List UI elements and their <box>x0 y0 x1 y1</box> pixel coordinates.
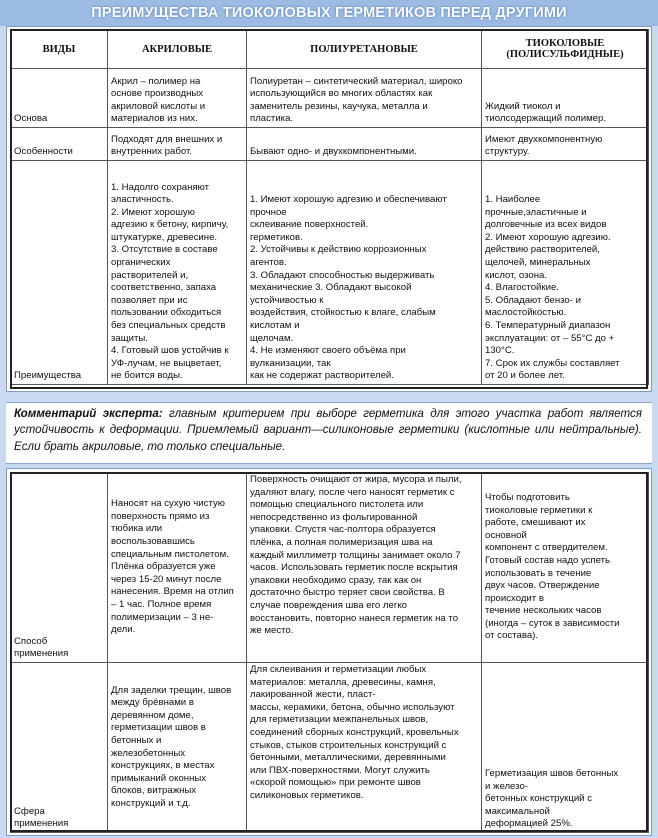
header-types: ВИДЫ <box>11 30 108 69</box>
table-frame <box>10 29 648 389</box>
cell-acrylic-basis: Акрил – полимер на основе производных акриловой кислоты и материалов из них. <box>108 69 247 128</box>
expert-comment <box>6 402 652 464</box>
cell-thiokol-features: Имеют двухкомпонентную структуру. <box>482 128 649 161</box>
cell-polyurethane-basis: Полиуретан – синтетический материал, широко использующийся во многих областях как заменитель резины, каучука, металла и пластика. <box>247 69 482 128</box>
cell-polyurethane-features: Бывают одно- и двухкомпонентными. <box>247 128 482 161</box>
cell-polyurethane-scope: Для склеивания и герметизации любых материалов: металла, древесины, камня, лакированной жести, пласт- массы, керамики, бетона, обычно используют для герметизации межпанельных швов, соединений сборных конструкций, кровельных стыков, стыков строительных конструкций с бетонными, металлическими, деревянными или ПВХ-поверхностями. Могут служить «скорой помощью» при ремонте швов силиконовых герметиков. <box>247 663 482 833</box>
cell-acrylic-method: Наносят на сухую чистую поверхность прямо из тюбика или воспользовавшись специальным пистолетом. Плёнка образуется уже через 15-20 минут после нанесения. Время на отлип – 1 час. Полное время полимеризации – 3 не- дели. <box>108 473 247 663</box>
comparison-table-top <box>6 26 652 392</box>
table-frame-bottom <box>10 472 648 832</box>
row-label-advantages: Преимущества <box>11 161 108 385</box>
header-thiokol: ТИОКОЛОВЫЕ (ПОЛИСУЛЬФИДНЫЕ) <box>482 30 649 69</box>
row-label-basis: Основа <box>11 69 108 128</box>
comparison-table-bottom <box>6 468 652 836</box>
expert-comment-text: главным критерием при выборе герметика для этого участка работ является устойчивость к деформации. Приемлемый вариант—силиконовые герметики (кислотные или нейтральные). Если брать акриловые, то только специальные. <box>14 407 643 453</box>
cell-acrylic-scope: Для заделки трещин, швов между брёвнами в деревянном доме, герметизации швов в бетонных и железобетонных конструкциях, в местах примыканий оконных блоков, витражных конструкций и т.д. <box>108 663 247 833</box>
cell-thiokol-method: Чтобы подготовить тиоколовые герметики к работе, смешивают их основной компонент с отвердителем. Готовый состав надо успеть использовать в течение двух часов. Отверждение происходит в течение нескольких часов (иногда – суток в зависимости от состава). <box>482 473 649 663</box>
row-label-features: Особенности <box>11 128 108 161</box>
cell-thiokol-scope: Герметизация швов бетонных и железо- бетонных конструкций с максимальной деформацией 25%. <box>482 663 649 833</box>
cell-polyurethane-advantages: 1. Имеют хорошую адгезию и обеспечивают прочное склеивание поверхностей. герметиков. 2. Устойчивы к действию коррозионных агентов. 3. Обладают способностью выдерживать механические 3. Обладают высокой устойчивостью к воздействия, стойкостью к влаге, слабым кислотам и щелочам. 4. Не изменяют своего объёма при вулканизации, так как не содержат растворителей. <box>247 161 482 385</box>
cell-polyurethane-method: Поверхность очищают от жира, мусора и пыли, удаляют влагу, после чего наносят герметик с помощью специального пистолета или непосредственно из фольгированной упаковки. Спустя час-полтора образуется плёнка, а полная полимеризация шва на каждый миллиметр толщины занимает около 7 часов. Использовать герметик после вскрытия упаковки необходимо сразу, так как он достаточно быстро теряет свои свойства. В случае повреждения шва его легко восстановить, повторно нанеся герметик на то же место. <box>247 473 482 663</box>
cell-thiokol-basis: Жидкий тиокол и тиолсодержащий полимер. <box>482 69 649 128</box>
page-title: ПРЕИМУЩЕСТВА ТИОКОЛОВЫХ ГЕРМЕТИКОВ ПЕРЕД ДРУГИМИ <box>0 0 658 26</box>
row-label-method: Способ применения <box>11 473 108 663</box>
header-polyurethane: ПОЛИУРЕТАНОВЫЕ <box>247 30 482 69</box>
cell-acrylic-advantages: 1. Надолго сохраняют эластичность. 2. Имеют хорошую адгезию к бетону, кирпичу, штукатурке, древесине. 3. Отсутствие в составе органических растворителей и, соответственно, запаха позволяет при ис пользовании обходиться без специальных средств защиты. 4. Готовый шов устойчив к УФ-лучам, не выцветает, не боится воды. <box>108 161 247 385</box>
row-label-scope: Сфера применения <box>11 663 108 833</box>
expert-comment-label: Комментарий эксперта: <box>14 407 163 420</box>
cell-thiokol-advantages: 1. Наиболее прочные,эластичные и долговечные из всех видов 2. Имеют хорошую адгезию. действию растворителей, щелочей, минеральных кислот, озона. 4. Влагостойкие. 5. Обладают бензо- и маслостойкостью. 6. Температурный диапазон эксплуатации: от – 55°С до + 130°С. 7. Срок их службы составляет от 20 и более лет. <box>482 161 649 385</box>
header-acrylic: АКРИЛОВЫЕ <box>108 30 247 69</box>
cell-acrylic-features: Подходят для внешних и внутренних работ. <box>108 128 247 161</box>
